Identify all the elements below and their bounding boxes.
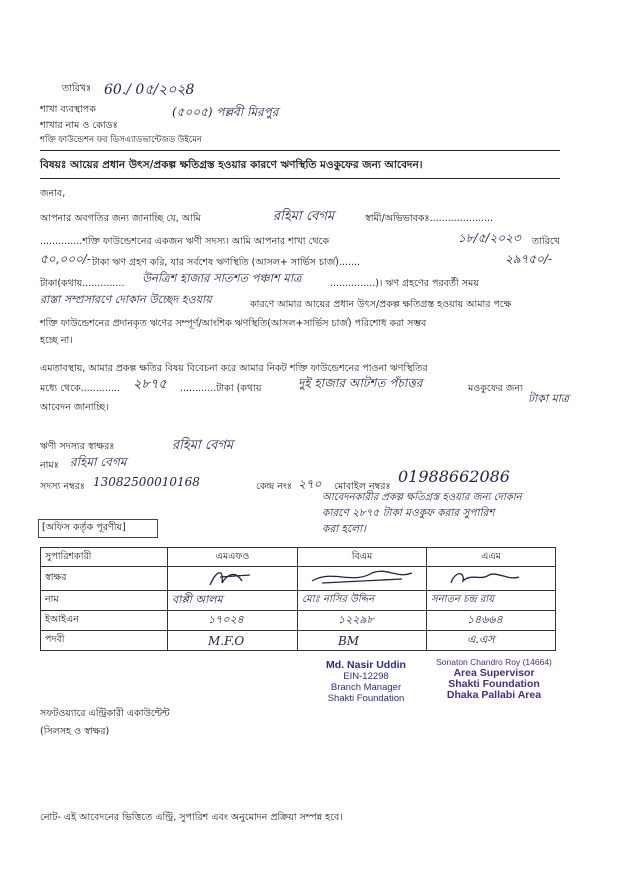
footer-note: নোট- এই আবেদনের ভিত্তিতে এন্ট্রি, সুপারিশ এবং অনুমোদন প্রক্রিয়া সম্পন্ন হবে। [40, 812, 343, 823]
office-use-label: [অফিস কর্তৃক পূরণীয়] [42, 522, 126, 533]
member-number-value: 13082500010168 [93, 475, 200, 489]
table-row [41, 567, 556, 591]
recommendation-line-3: করা হলো। [322, 523, 366, 535]
waiver-amount-handwritten: ২৮৭৫ [133, 377, 167, 392]
body-line-6: শক্তি ফাউন্ডেশনের প্রদানকৃত ঋণের সম্পূর্ণ/আংশিক ঋণস্থিতি(আসল+সার্ভিস চার্জ) পরিশোধ করা সম্ভব [40, 318, 427, 329]
table-cell: মোঃ নাসির উদ্দিন [297, 591, 426, 611]
am-signature-cell [426, 567, 555, 591]
loan-amount-handwritten: ৫০,০০০/- [40, 252, 91, 266]
table-header-cell: এমএফও [168, 548, 298, 567]
branch-manager-stamp [306, 660, 426, 704]
stamp-line: Area Supervisor [453, 667, 535, 679]
table-row [41, 631, 556, 651]
waiver-words-handwritten: দুই হাজার আটশত পঁচাত্তর [298, 376, 423, 390]
subject-line: বিষয়ঃ আয়ের প্রধান উৎস/প্রকল্প ক্ষতিগ্রস্ত হওয়ার কারণে ঋণস্থিতি মওকুফের জন্য আবেদন। [40, 159, 423, 171]
balance-handwritten: ২৯৭৫০/- [505, 252, 553, 266]
header-divider [40, 150, 560, 151]
table-row-label: নাম [41, 591, 168, 611]
body-line-1b: স্বামী/অভিভাবকঃ..................... [365, 213, 494, 224]
accountant-seal-label: (সিলসহ ও স্বাক্ষর) [40, 726, 110, 737]
recommendation-line-1: আবেদনকারীর প্রকল্প ক্ষতিগ্রস্ত হওয়ার জন্য দোকান [322, 492, 522, 503]
stamp-line: Shakti Foundation [448, 678, 540, 690]
branch-value: (৫০০৫) পল্লবী মিরপুর [172, 105, 279, 119]
stamp-line: Md. Nasir Uddin [326, 659, 406, 671]
body-line-9c: মওকুফের জন্য [468, 383, 523, 394]
salutation: জনাব, [40, 188, 66, 199]
recipient-label: শাখা ব্যবস্থাপক [40, 104, 96, 115]
body-line-8: এমতাবস্থায়, আমার প্রকল্প ক্ষতির বিষয় বিবেচনা করে আমার নিকট শক্তি ফাউন্ডেশনের পাওনা ঋণস্থিতির [40, 363, 428, 374]
member-number-label: সদস্য নম্বরঃ [40, 481, 85, 492]
stamp-line: Shakti Foundation [327, 693, 405, 704]
body-line-2a: ..............শক্তি ফাউন্ডেশনের একজন ঋণী সদস্য। আমি আপনার শাখা থেকে [40, 236, 329, 247]
date-value: 60./ 0৫/২০২8 [104, 82, 195, 98]
recommendation-line-2: কারণে ২৮৭৫ টাকা মওকুফ করার সুপারিশ [322, 507, 495, 519]
table-row-label: স্বাক্ষর [41, 567, 168, 591]
table-cell: ১৪৬৬৪ [426, 611, 555, 631]
member-signature-label: ঋণী সদস্যর স্বাক্ষরঃ [40, 441, 115, 452]
member-name-label: নামঃ [40, 460, 59, 471]
area-supervisor-stamp [428, 657, 560, 701]
signature-scribble-icon [431, 567, 551, 587]
body-line-7: হচ্ছে না। [40, 335, 73, 346]
applicant-name-handwritten: রহিমা বেগম [273, 209, 335, 224]
body-line-1a: আপনার অবগতির জন্য জানাচ্ছি যে, আমি [40, 213, 201, 224]
signature-scribble-icon [302, 567, 422, 587]
body-line-4a: টাকা(কথায়.............. [40, 278, 125, 289]
center-number-label: কেন্দ্র নংঃ [256, 481, 293, 492]
stamp-line: Dhaka Pallabi Area [446, 689, 542, 701]
table-cell: BM [297, 631, 426, 651]
table-cell: বাপ্পী আলম [168, 591, 298, 611]
table-header-cell: বিএম [297, 548, 426, 567]
waiver-words-end-handwritten: টাকা মাত্র [528, 392, 569, 405]
body-line-3: টাকা ঋণ গ্রহণ করি, যার সর্বশেষ ঋণস্থিতি (আসল+ সার্ভিস চার্জ)....... [92, 257, 361, 268]
stamp-line: EIN-12298 [343, 671, 389, 682]
loan-date-handwritten: ১৮/৫/২০২৩ [458, 231, 521, 245]
branch-label: শাখার নাম ও কোডঃ [40, 120, 118, 131]
table-row [41, 611, 556, 631]
center-number-value: ২৭০ [298, 477, 322, 491]
organization-line: শক্তি ফাউন্ডেশন ফর ডিসএ্যাডভান্টেজড উইমেন [40, 135, 202, 145]
stamp-line: Sonaton Chandro Roy (14664) [436, 657, 552, 667]
recommendation-table [40, 547, 556, 651]
member-signature: রহিমা বেগম [172, 438, 234, 453]
body-line-9b: ............টাকা (কথায় [180, 383, 262, 394]
table-row-label: ইআইএন [41, 611, 168, 631]
table-cell: ১২২৯৮ [297, 611, 426, 631]
reason-handwritten: রাস্তা সম্প্রসারণে দোকান উচ্ছেদ হওয়ায় [40, 293, 212, 306]
bm-signature-cell [297, 567, 426, 591]
date-label: তারিখঃ [62, 83, 92, 94]
accountant-label: সফটওয়্যারে এন্ট্রিকারী একাউন্টেন্ট [40, 708, 170, 719]
table-row-label: পদবী [41, 631, 168, 651]
mobile-number-value: 01988662086 [398, 467, 510, 486]
table-row [41, 591, 556, 611]
table-header-cell: সুপারিশকারী [41, 548, 168, 567]
body-line-4b: ...............)। ঋণ গ্রহণের পরবর্তী সময় [330, 278, 479, 289]
stamp-line: Branch Manager [330, 682, 402, 693]
table-cell: সনাতন চন্দ্র রায় [426, 591, 555, 611]
subject-divider [40, 178, 560, 179]
body-line-9a: মধ্যে থেকে............. [40, 383, 120, 394]
table-cell: এ.এস [426, 631, 555, 651]
table-header-cell: এএম [426, 548, 555, 567]
signature-scribble-icon [172, 567, 292, 587]
table-cell: ১৭০২৪ [168, 611, 298, 631]
mobile-number-label: মোবাইল নম্বরঃ [334, 481, 391, 492]
table-header-row [41, 548, 556, 567]
balance-words-handwritten: উনত্রিশ হাজার সাতশত পঞ্চাশ মাত্র [142, 271, 302, 285]
member-name-value: রহিমা বেগম [70, 455, 127, 469]
body-line-2b: তারিখে [532, 236, 560, 247]
table-cell: M.F.O [168, 631, 298, 651]
body-line-10: আবেদন জানাচ্ছি। [40, 402, 109, 413]
mfo-signature-cell [168, 567, 298, 591]
body-line-5: কারণে আমার আয়ের প্রধান উৎস/প্রকল্প ক্ষতিগ্রস্ত হওয়ায় আমার পক্ষে [250, 299, 512, 310]
